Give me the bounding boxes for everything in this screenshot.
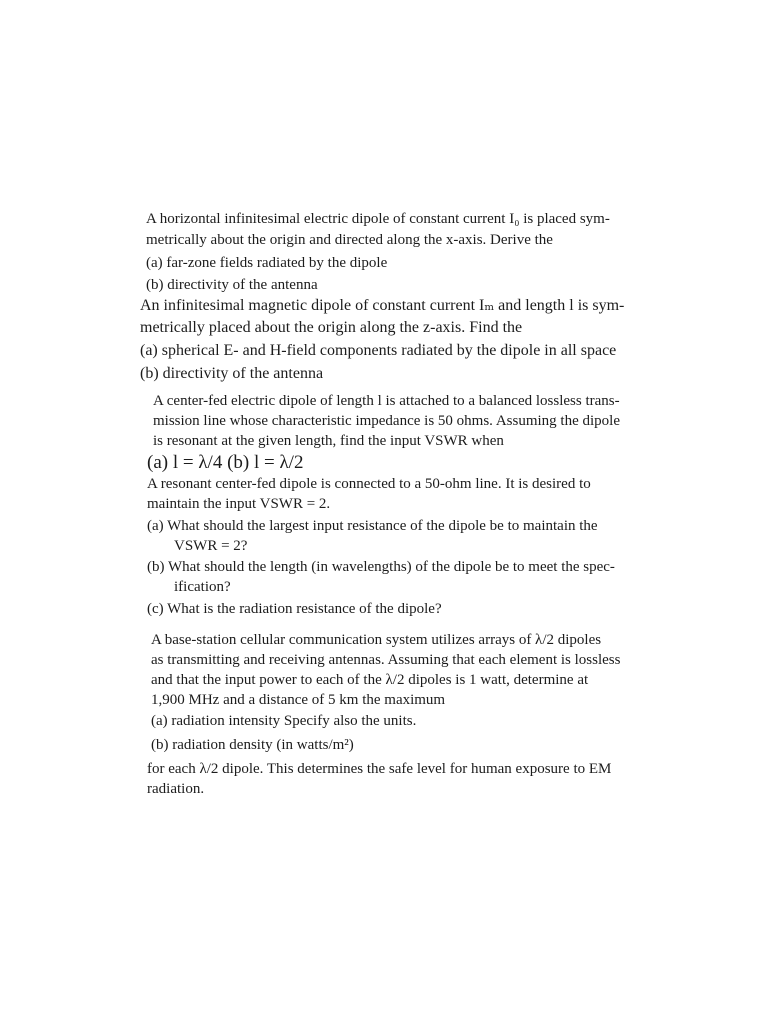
problem-2-part-b: (b) directivity of the antenna bbox=[140, 365, 324, 382]
problem-4-part-a: (a) What should the largest input resistance of the dipole be to maintain the bbox=[147, 518, 598, 534]
problem-4-line-2: maintain the input VSWR = 2. bbox=[147, 496, 331, 512]
problem-4-line-1: A resonant center-fed dipole is connected to a 50-ohm line. It is desired to bbox=[147, 476, 591, 492]
problem-4-part-a-cont: VSWR = 2? bbox=[174, 538, 248, 554]
problem-2-part-a: (a) spherical E- and H-field components radiated by the dipole in all space bbox=[140, 342, 617, 359]
problem-5-part-b: (b) radiation density (in watts/m²) bbox=[151, 737, 354, 753]
problem-4-part-c: (c) What is the radiation resistance of the dipole? bbox=[147, 601, 442, 617]
problem-5-line-1: A base-station cellular communication system utilizes arrays of λ/2 dipoles bbox=[151, 632, 602, 648]
problem-5-line-5: for each λ/2 dipole. This determines the safe level for human exposure to EM bbox=[147, 761, 612, 777]
problem-3-line-3: is resonant at the given length, find the input VSWR when bbox=[153, 433, 504, 449]
problem-3-parts: (a) l = λ/4 (b) l = λ/2 bbox=[147, 452, 304, 473]
problem-4-part-b-cont: ification? bbox=[174, 579, 231, 595]
problem-5-line-2: as transmitting and receiving antennas. Assuming that each element is lossless bbox=[151, 652, 621, 668]
problem-1-line-1: A horizontal infinitesimal electric dipole of constant current I₀ is placed sym- bbox=[146, 211, 610, 227]
problem-2-line-1: An infinitesimal magnetic dipole of constant current Iₘ and length l is sym- bbox=[140, 297, 625, 314]
problem-5-part-a: (a) radiation intensity Specify also the units. bbox=[151, 713, 417, 729]
problem-5-line-6: radiation. bbox=[147, 781, 205, 797]
problem-3-line-1: A center-fed electric dipole of length l is attached to a balanced lossless trans- bbox=[153, 393, 620, 409]
problem-1-line-2: metrically about the origin and directed along the x-axis. Derive the bbox=[146, 232, 553, 248]
problem-5-line-3: and that the input power to each of the λ/2 dipoles is 1 watt, determine at bbox=[151, 672, 589, 688]
problem-5-line-4: 1,900 MHz and a distance of 5 km the maximum bbox=[151, 692, 446, 708]
problem-1-part-b: (b) directivity of the antenna bbox=[146, 277, 318, 293]
problem-1-part-a: (a) far-zone fields radiated by the dipole bbox=[146, 255, 388, 271]
problem-2-line-2: metrically placed about the origin along the z-axis. Find the bbox=[140, 319, 523, 336]
problem-4-part-b: (b) What should the length (in wavelengths) of the dipole be to meet the spec- bbox=[147, 559, 615, 575]
problem-3-line-2: mission line whose characteristic impedance is 50 ohms. Assuming the dipole bbox=[153, 413, 620, 429]
